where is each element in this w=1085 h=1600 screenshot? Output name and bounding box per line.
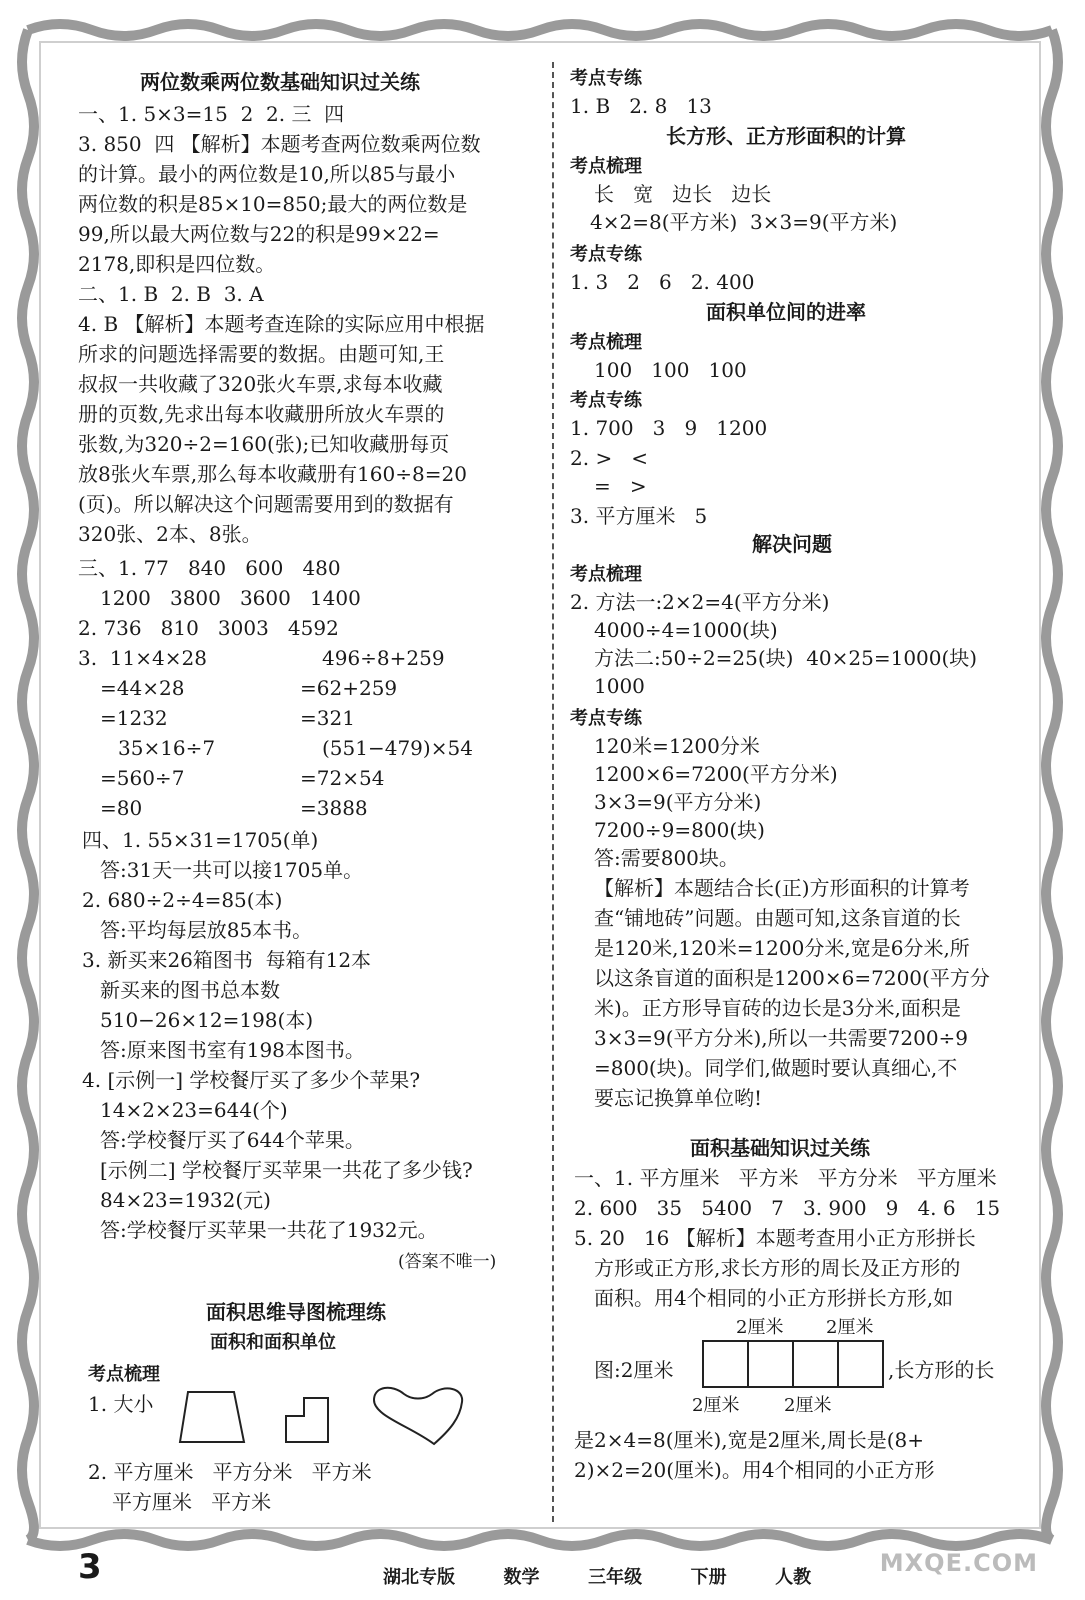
answer-line: 答:学校餐厅买苹果一共花了1932元。 <box>100 1218 438 1242</box>
answer-line: 册的页数,先求出每本收藏册所放火车票的 <box>78 402 445 426</box>
answer-line: = > <box>594 474 647 498</box>
answer-line: 答:31天一共可以接1705单。 <box>100 858 364 882</box>
answer-line: 二、1. B 2. B 3. A <box>78 282 264 306</box>
answer-line: 2. 平方厘米 平方分米 平方米 <box>88 1460 372 1484</box>
figure-label: 2厘米 <box>692 1395 740 1416</box>
explanation-line: 面积。用4个相同的小正方形拼长方形,如 <box>594 1286 954 1310</box>
answer-line: 4×2=8(平方米) 3×3=9(平方米) <box>590 210 898 234</box>
explanation-line: 查“铺地砖”问题。由题可知,这条盲道的长 <box>594 906 961 930</box>
calc-line: =3888 <box>300 796 368 820</box>
answer-line: 84×23=1932(元) <box>100 1188 271 1212</box>
figure-suffix: ,长方形的长 <box>888 1358 995 1382</box>
figure-label: 2厘米 <box>826 1317 874 1338</box>
explanation-line: 方形或正方形,求长方形的周长及正方形的 <box>594 1256 961 1280</box>
answer-line: 2. 方法一:2×2=4(平方分米) <box>570 590 830 614</box>
answer-line: 答:平均每层放85本书。 <box>100 918 313 942</box>
figure-label: 2厘米 <box>784 1395 832 1416</box>
answer-line: 3. 新买来26箱图书 每箱有12本 <box>82 948 372 972</box>
answer-line: 1. 700 3 9 1200 <box>570 416 768 440</box>
calc-line: =72×54 <box>300 766 385 790</box>
answer-line: 100 100 100 <box>594 358 747 382</box>
answer-line: 2178,即积是四位数。 <box>78 252 276 276</box>
answer-line: 三、1. 77 840 600 480 <box>78 556 341 580</box>
calc-line: 3. 11×4×28 <box>78 646 207 670</box>
answer-line: 张数,为320÷2=160(张);已知收藏册每页 <box>78 432 450 456</box>
answer-line: (页)。所以解决这个问题需要用到的数据有 <box>78 492 454 516</box>
trapezoid-shape <box>180 1392 244 1442</box>
page-number: 3 <box>78 1547 102 1587</box>
section-title: 解决问题 <box>752 532 832 556</box>
explanation-line: 5. 20 16 【解析】本题考查用小正方形拼长 <box>574 1226 976 1250</box>
answer-line: 所求的问题选择需要的数据。由题可知,王 <box>78 342 445 366</box>
answer-line: 两位数的积是85×10=850;最大的两位数是 <box>78 192 468 216</box>
answer-line: 1200 3800 3600 1400 <box>100 586 361 610</box>
explanation-line: 2)×2=20(厘米)。用4个相同的小正方形 <box>574 1458 935 1482</box>
section-subtitle: 面积和面积单位 <box>210 1332 336 1353</box>
answer-line: 4. [示例一] 学校餐厅买了多少个苹果? <box>82 1068 421 1092</box>
section-title: 长方形、正方形面积的计算 <box>666 124 906 148</box>
answer-line: 2. 600 35 5400 7 3. 900 9 4. 6 15 <box>574 1196 1001 1220</box>
answer-line: 4000÷4=1000(块) <box>594 618 778 642</box>
calc-line: =80 <box>100 796 143 820</box>
calc-line: =1232 <box>100 706 168 730</box>
section-title: 面积单位间的进率 <box>706 300 866 324</box>
page-footer <box>78 1547 1038 1595</box>
topic-heading: 考点专练 <box>570 708 642 729</box>
answer-line: 1. 3 2 6 2. 400 <box>570 270 755 294</box>
figure-prefix: 图:2厘米 <box>594 1358 674 1382</box>
explanation-line: 【解析】本题结合长(正)方形面积的计算考 <box>594 876 970 900</box>
shapes-figure <box>178 1386 558 1446</box>
calc-line: =321 <box>300 706 355 730</box>
answer-line: 2. > < <box>570 446 649 470</box>
answer-line: 叔叔一共收藏了320张火车票,求每本收藏 <box>78 372 443 396</box>
answer-line: 答:学校餐厅买了644个苹果。 <box>100 1128 365 1152</box>
answer-line: 平方厘米 平方米 <box>112 1490 272 1514</box>
answer-line: 方法二:50÷2=25(块) 40×25=1000(块) <box>594 646 978 670</box>
topic-heading: 考点梳理 <box>570 332 642 353</box>
answer-line: 长 宽 边长 边长 <box>594 182 772 206</box>
answer-line: 1200×6=7200(平方分米) <box>594 762 838 786</box>
answer-line: 99,所以最大两位数与22的积是99×22= <box>78 222 440 246</box>
heart-shape <box>374 1388 462 1444</box>
answer-line: 新买来的图书总本数 <box>100 978 280 1002</box>
book-info: 湖北专版 数学 三年级 下册 人教 <box>383 1567 812 1588</box>
calc-line: 496÷8+259 <box>322 646 445 670</box>
calc-line: (551−479)×54 <box>322 736 473 760</box>
section-title: 两位数乘两位数基础知识过关练 <box>140 70 420 94</box>
explanation-line: 是120米,120米=1200分米,宽是6分米,所 <box>594 936 970 960</box>
answer-line: 1. 大小 <box>88 1392 154 1416</box>
answer-line: 1. B 2. 8 13 <box>570 94 712 118</box>
topic-heading: 考点梳理 <box>570 564 642 585</box>
explanation-line: 米)。正方形导盲砖的边长是3分米,面积是 <box>594 996 961 1020</box>
answer-line: 答:需要800块。 <box>594 846 739 870</box>
explanation-line: 要忘记换算单位哟! <box>594 1086 763 1110</box>
answer-line: 4. B 【解析】本题考查连除的实际应用中根据 <box>78 312 485 336</box>
answer-line: [示例二] 学校餐厅买苹果一共花了多少钱? <box>100 1158 473 1182</box>
answer-line: 3. 平方厘米 5 <box>570 504 708 528</box>
answer-line: 四、1. 55×31=1705(单) <box>82 828 319 852</box>
calc-line: 35×16÷7 <box>118 736 216 760</box>
answer-line: 320张、2本、8张。 <box>78 522 262 546</box>
column-divider <box>552 62 554 1522</box>
answer-line: 2. 680÷2÷4=85(本) <box>82 888 283 912</box>
answer-line: 1000 <box>594 674 645 698</box>
answer-line: 3×3=9(平方分米) <box>594 790 762 814</box>
explanation-line: =800(块)。同学们,做题时要认真细心,不 <box>594 1056 958 1080</box>
answer-line: 答:原来图书室有198本图书。 <box>100 1038 365 1062</box>
answer-line: 2. 736 810 3003 4592 <box>78 616 339 640</box>
answer-note: (答案不唯一) <box>398 1252 497 1272</box>
topic-heading: 考点专练 <box>570 244 642 265</box>
answer-line: 一、1. 5×3=15 2 2. 三 四 <box>78 102 345 126</box>
topic-heading: 考点梳理 <box>88 1364 160 1385</box>
explanation-line: 以这条盲道的面积是1200×6=7200(平方分 <box>594 966 990 990</box>
answer-line: 一、1. 平方厘米 平方米 平方分米 平方厘米 <box>574 1166 997 1190</box>
answer-line: 放8张火车票,那么每本收藏册有160÷8=20 <box>78 462 467 486</box>
answer-line: 的计算。最小的两位数是10,所以85与最小 <box>78 162 456 186</box>
answer-line: 3. 850 四 【解析】本题考查两位数乘两位数 <box>78 132 481 156</box>
calc-line: =62+259 <box>300 676 398 700</box>
explanation-line: 3×3=9(平方分米),所以一共需要7200÷9 <box>594 1026 969 1050</box>
calc-line: =44×28 <box>100 676 185 700</box>
topic-heading: 考点梳理 <box>570 156 642 177</box>
answer-line: 14×2×23=644(个) <box>100 1098 288 1122</box>
watermark: MXQE.COM <box>879 1549 1038 1577</box>
explanation-line: 是2×4=8(厘米),宽是2厘米,周长是(8+ <box>574 1428 925 1452</box>
answer-line: 510−26×12=198(本) <box>100 1008 314 1032</box>
topic-heading: 考点专练 <box>570 68 642 89</box>
section-title: 面积基础知识过关练 <box>690 1136 870 1160</box>
stair-shape <box>286 1398 328 1442</box>
topic-heading: 考点专练 <box>570 390 642 411</box>
figure-label: 2厘米 <box>736 1317 784 1338</box>
calc-line: =560÷7 <box>100 766 185 790</box>
section-title: 面积思维导图梳理练 <box>206 1300 386 1324</box>
answer-line: 120米=1200分米 <box>594 734 760 758</box>
rectangle-figure <box>702 1340 884 1388</box>
answer-line: 7200÷9=800(块) <box>594 818 765 842</box>
